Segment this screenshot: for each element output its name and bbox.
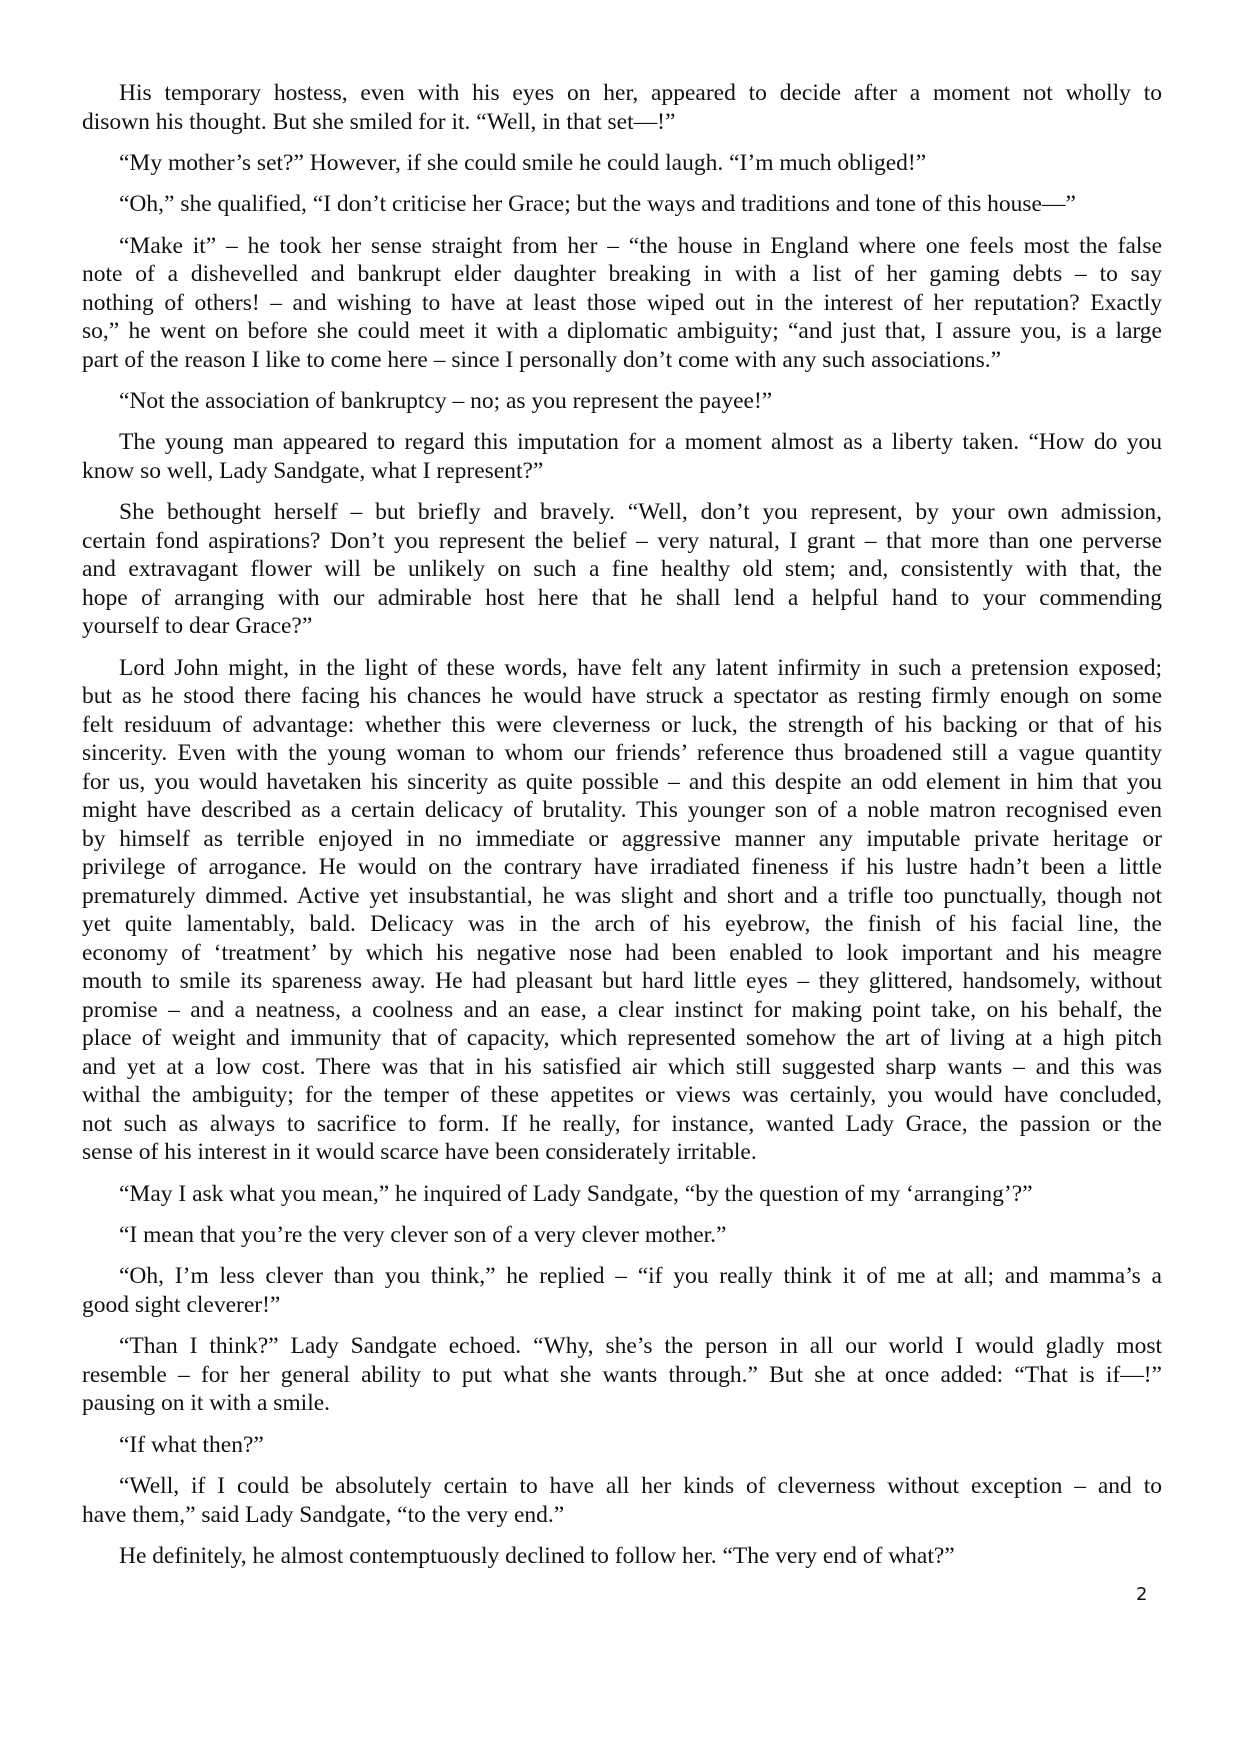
paragraph <box>82 387 1162 416</box>
text-line: yourself to dear Grace?” <box>82 613 313 640</box>
text-line: mouth to smile its spareness away. He had pleasant but hard little eyes – they glittered, handsomely, without <box>82 968 1162 995</box>
text-line: The young man appeared to regard this imputation for a moment almost as a liberty taken. “How do you <box>119 429 1162 456</box>
text-line: know so well, Lady Sandgate, what I represent?” <box>82 457 544 484</box>
text-line: nothing of others! – and wishing to have at least those wiped out in the interest of her reputation? Exactly <box>82 289 1162 316</box>
paragraph <box>82 654 1162 1167</box>
paragraph <box>82 1472 1162 1529</box>
text-line: part of the reason I like to come here – since I personally don’t come with any such associations.” <box>82 346 1002 373</box>
text-line: so,” he went on before she could meet it with a diplomatic ambiguity; “and just that, I assure you, is a large <box>82 318 1162 345</box>
paragraph <box>82 1221 1162 1250</box>
text-line: by himself as terrible enjoyed in no immediate or aggressive manner any imputable private heritage or <box>82 825 1162 852</box>
paragraph <box>82 1332 1162 1418</box>
text-line: sincerity. Even with the young woman to whom our friends’ reference thus broadened still a vague quantity <box>82 740 1162 767</box>
paragraph <box>82 79 1162 136</box>
text-line: and extravagant flower will be unlikely on such a fine healthy old stem; and, consistently with that, the <box>82 556 1162 583</box>
text-line: “My mother’s set?” However, if she could smile he could laugh. “I’m much obliged!” <box>119 149 927 176</box>
text-line: He definitely, he almost contemptuously declined to follow her. “The very end of what?” <box>119 1542 955 1569</box>
text-line: “If what then?” <box>119 1431 264 1458</box>
text-line: good sight cleverer!” <box>82 1291 281 1318</box>
text-line: “Oh, I’m less clever than you think,” he replied – “if you really think it of me at all; and mamma’s a <box>119 1263 1162 1290</box>
text-line: “Oh,” she qualified, “I don’t criticise her Grace; but the ways and traditions and tone of this house—” <box>119 191 1076 218</box>
paragraph <box>82 232 1162 375</box>
text-line: privilege of arrogance. He would on the contrary have irradiated fineness if his lustre hadn’t been a little <box>82 854 1162 881</box>
text-line: yet quite lamentably, bald. Delicacy was in the arch of his eyebrow, the finish of his facial line, the <box>82 911 1162 938</box>
text-line: Lord John might, in the light of these words, have felt any latent infirmity in such a pretension exposed; <box>119 654 1162 681</box>
paragraph <box>82 149 1162 178</box>
text-line: but as he stood there facing his chances he would have struck a spectator as resting firmly enough on some <box>82 683 1162 710</box>
text-line: “Than I think?” Lady Sandgate echoed. “Why, she’s the person in all our world I would gladly most <box>119 1333 1162 1360</box>
text-line: economy of ‘treatment’ by which his negative nose had been enabled to look important and his meagre <box>82 939 1162 966</box>
document-page <box>82 79 1162 1583</box>
paragraph <box>82 1542 1162 1571</box>
text-line: prematurely dimmed. Active yet insubstantial, he was slight and short and a trifle too punctually, though not <box>82 882 1162 909</box>
text-line: note of a dishevelled and bankrupt elder daughter breaking in with a list of her gaming debts – to say <box>82 261 1162 288</box>
text-line: for us, you would havetaken his sincerity as quite possible – and this despite an odd element in him that you <box>82 768 1162 795</box>
text-line: not such as always to sacrifice to form. If he really, for instance, wanted Lady Grace, the passion or the <box>82 1110 1162 1137</box>
text-line: hope of arranging with our admirable host here that he shall lend a helpful hand to your commending <box>82 584 1162 611</box>
paragraph <box>82 1431 1162 1460</box>
text-line: resemble – for her general ability to put what she wants through.” But she at once added: “That is if—!” <box>82 1361 1162 1388</box>
paragraph <box>82 428 1162 485</box>
text-line: have them,” said Lady Sandgate, “to the very end.” <box>82 1501 565 1528</box>
text-line: disown his thought. But she smiled for it. “Well, in that set—!” <box>82 108 676 135</box>
paragraph <box>82 190 1162 219</box>
paragraph <box>82 1262 1162 1319</box>
text-line: “Well, if I could be absolutely certain to have all her kinds of cleverness without exception – and to <box>119 1473 1162 1500</box>
text-line: sense of his interest in it would scarce have been considerately irritable. <box>82 1139 757 1166</box>
text-line: withal the ambiguity; for the temper of these appetites or views was certainly, you would have concluded, <box>82 1082 1162 1109</box>
text-line: “Make it” – he took her sense straight from her – “the house in England where one feels most the false <box>119 232 1162 259</box>
text-line: and yet at a low cost. There was that in his satisfied air which still suggested sharp wants – and this was <box>82 1053 1162 1080</box>
paragraph <box>82 1180 1162 1209</box>
paragraph <box>82 498 1162 641</box>
text-line: place of weight and immunity that of capacity, which represented somehow the art of living at a high pitch <box>82 1025 1162 1052</box>
text-line: “I mean that you’re the very clever son of a very clever mother.” <box>119 1222 727 1249</box>
text-line: might have described as a certain delicacy of brutality. This younger son of a noble matron recognised even <box>82 797 1162 824</box>
page-number: 2 <box>1136 1584 1148 1605</box>
text-line: His temporary hostess, even with his eyes on her, appeared to decide after a moment not wholly to <box>119 80 1162 106</box>
text-line: felt residuum of advantage: whether this were cleverness or luck, the strength of his backing or that of his <box>82 711 1162 738</box>
text-line: certain fond aspirations? Don’t you represent the belief – very natural, I grant – that more than one perverse <box>82 527 1162 554</box>
text-line: pausing on it with a smile. <box>82 1390 331 1417</box>
text-line: “Not the association of bankruptcy – no; as you represent the payee!” <box>119 388 773 415</box>
text-line: She bethought herself – but briefly and bravely. “Well, don’t you represent, by your own admission, <box>119 499 1162 526</box>
text-line: promise – and a neatness, a coolness and an ease, a clear instinct for making point take, on his behalf, the <box>82 996 1162 1023</box>
text-line: “May I ask what you mean,” he inquired of Lady Sandgate, “by the question of my ‘arranging’?” <box>119 1180 1033 1207</box>
